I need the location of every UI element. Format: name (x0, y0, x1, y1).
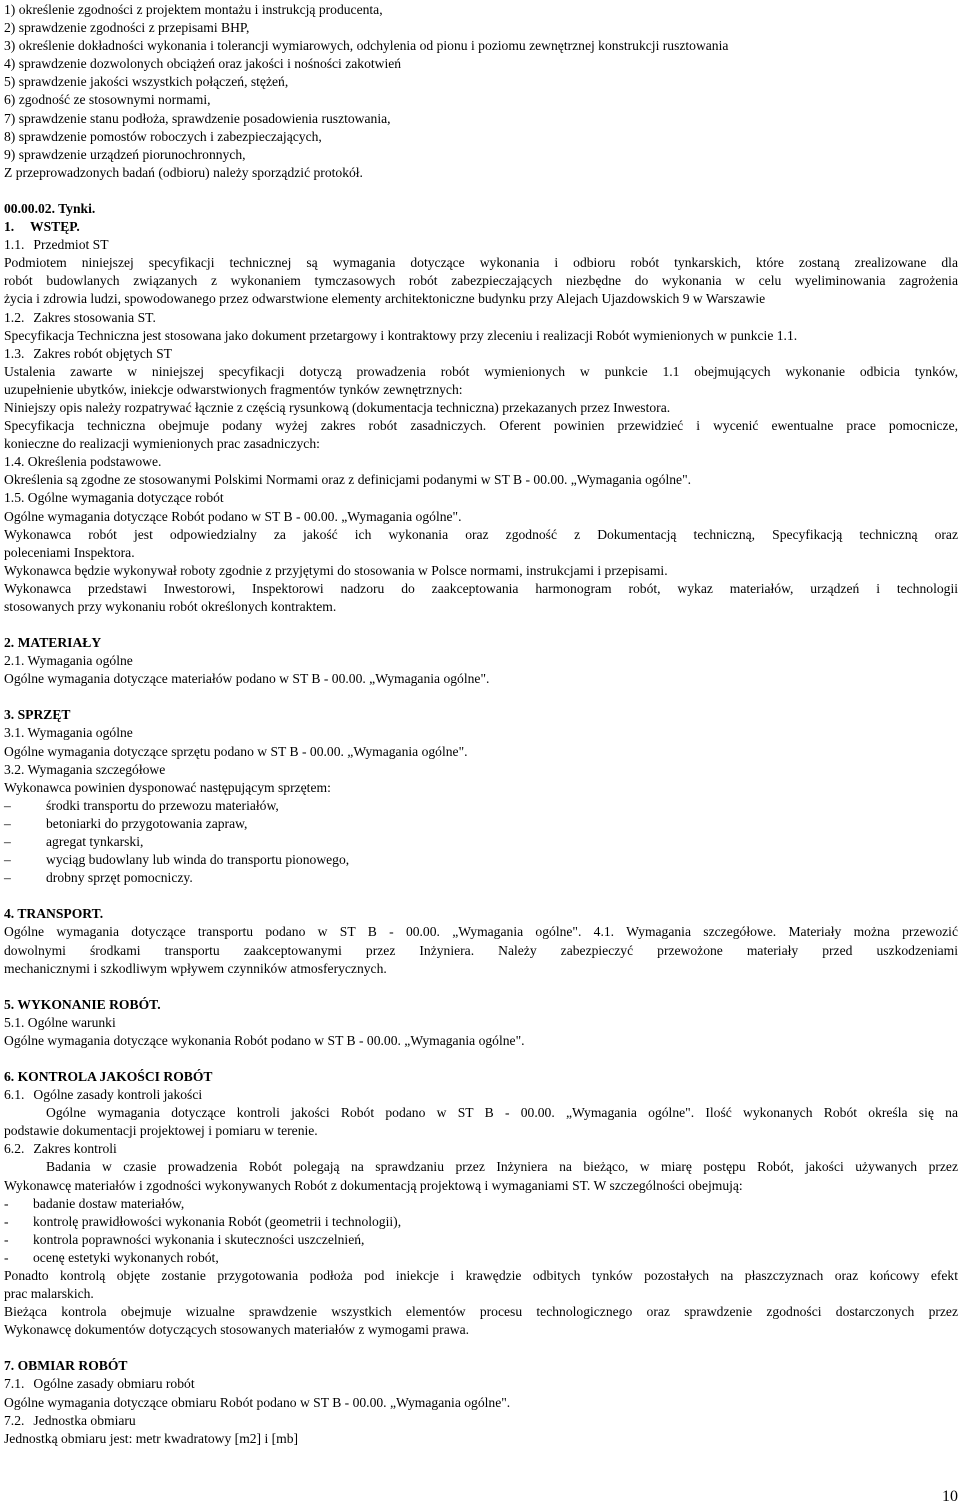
inspection-list (4, 1, 958, 182)
list-item: - badanie dostaw materiałów, (4, 1195, 958, 1213)
list-item: 4) sprawdzenie dozwolonych obciążeń oraz jakości i nośności zakotwień (4, 56, 402, 72)
paragraph-1-2: Specyfikacja Techniczna jest stosowana jako dokument przetargowy i kontraktowy przy zleceniu i realizacji Robót wymienionych w punkcie 1.1. (4, 327, 798, 343)
list-item: - kontrola poprawności wykonania i skuteczności uszczelnień, (4, 1231, 958, 1249)
subsection-5-1-heading: 5.1. Ogólne warunki (4, 1014, 116, 1030)
subsection-3-1-heading: 3.1. Wymagania ogólne (4, 725, 133, 741)
section-5-heading: 5. WYKONANIE ROBÓT. (4, 996, 161, 1012)
list-item: 8) sprawdzenie pomostów roboczych i zabezpieczających, (4, 128, 322, 144)
hyphen-bullet: - (4, 1249, 9, 1265)
paragraph-1-4: Określenia są zgodne ze stosowanymi Polskimi Normami oraz z definicjami podanymi w ST B - 00.00. „Wymagania ogólne". (4, 472, 692, 488)
paragraph-2-1: Ogólne wymagania dotyczące materiałów podano w ST B - 00.00. „Wymagania ogólne". (4, 671, 490, 687)
subsection-number: 7.2. (4, 1412, 25, 1428)
paragraph-3-2: Wykonawca powinien dysponować następującym sprzętem: (4, 779, 331, 795)
subsection-title: Zakres robót objętych ST (33, 345, 172, 361)
subsection-1-3-heading (4, 345, 958, 363)
subsection-1-2-heading (4, 309, 958, 327)
paragraph-1-5d: Wykonawca przedstawi Inwestorowi, Inspektorowi nadzoru do zaakceptowania harmonogram robót, wykaz materiałów, urządzeń i technologii stosowanych przy wykonaniu robót określonych kontraktem. (4, 580, 958, 614)
document-page (4, 1, 958, 1448)
paragraph-7-1: Ogólne wymagania dotyczące obmiaru Robót podano w ST B - 00.00. „Wymagania ogólne". (4, 1394, 511, 1410)
list-item: – środki transportu do przewozu materiałów, (4, 797, 958, 815)
subsection-6-1-heading (4, 1086, 958, 1104)
subsection-title: Zakres kontroli (33, 1141, 117, 1157)
paragraph-4: Ogólne wymagania dotyczące transportu podano w ST B - 00.00. „Wymagania ogólne". 4.1. Wymagania szczegółowe. Materiały można przewozić dowolnymi środkami transportu zaakceptowanymi przez Inżyniera. Należy zabezpieczyć przewożone materiały przed uszkodzeniami mechanicznymi i szkodliwym wpływem czynników atmosferycznych. (4, 924, 958, 976)
subsection-number: 1.1. (4, 237, 25, 253)
subsection-7-1-heading (4, 1375, 958, 1393)
paragraph-7-2: Jednostką obmiaru jest: metr kwadratowy [m2] i [mb] (4, 1430, 299, 1446)
section-2-heading: 2. MATERIAŁY (4, 635, 102, 651)
list-item: - kontrolę prawidłowości wykonania Robót (geometrii i technologii), (4, 1213, 958, 1231)
hyphen-bullet: - (4, 1231, 9, 1247)
checks-list (4, 1195, 958, 1267)
section-3-heading: 3. SPRZĘT (4, 707, 71, 723)
section-7-heading: 7. OBMIAR ROBÓT (4, 1358, 128, 1374)
list-item: 2) sprawdzenie zgodności z przepisami BHP, (4, 20, 250, 36)
subsection-1-1-heading (4, 236, 958, 254)
subsection-title: Jednostka obmiaru (33, 1412, 136, 1428)
subsection-7-2-heading (4, 1412, 958, 1430)
dash-bullet: – (4, 870, 11, 886)
subsection-number: 1.3. (4, 345, 25, 361)
subsection-2-1-heading: 2.1. Wymagania ogólne (4, 653, 133, 669)
list-item: – drobny sprzęt pomocniczy. (4, 869, 958, 887)
section-title: WSTĘP. (30, 219, 80, 235)
dash-bullet: – (4, 834, 11, 850)
section-6-heading: 6. KONTROLA JAKOŚCI ROBÓT (4, 1068, 213, 1084)
paragraph-6-2c: Bieżąca kontrola obejmuje wizualne sprawdzenie wszystkich elementów procesu technologicznego oraz sprawdzenie zgodności dostarczonych przez Wykonawcę dokumentów dotyczących stosowanych materiałów z wymogami prawa. (4, 1304, 958, 1338)
list-item: – wyciąg budowlany lub winda do transportu pionowego, (4, 851, 958, 869)
section-1-heading (4, 218, 958, 236)
paragraph-1-5c: Wykonawca będzie wykonywał roboty zgodnie z przyjętymi do stosowania w Polsce normami, instrukcjami i przepisami. (4, 562, 668, 578)
paragraph-5-1: Ogólne wymagania dotyczące wykonania Robót podano w ST B - 00.00. „Wymagania ogólne". (4, 1032, 525, 1048)
paragraph-3-1: Ogólne wymagania dotyczące sprzętu podano w ST B - 00.00. „Wymagania ogólne". (4, 743, 468, 759)
page-number: 10 (942, 1488, 958, 1505)
list-item: 5) sprawdzenie jakości wszystkich połączeń, stężeń, (4, 74, 289, 90)
hyphen-bullet: - (4, 1195, 9, 1211)
subsection-title: Ogólne zasady obmiaru robót (33, 1376, 195, 1392)
dash-bullet: – (4, 815, 11, 831)
paragraph-1-1: Podmiotem niniejszej specyfikacji technicznej są wymagania dotyczące wykonania i odbioru robót tynkarskich, które zostaną zrealizowane dla robót budowlanych związanych z wykonaniem tymczasowych robót zabezpieczających niezbędne do wykonania w celu wyeliminowania zagrożenia życia i zdrowia ludzi, spowodowanego przez odwarstwione elementy architektoniczne budynku przy Alejach Ujazdowskich 9 w Warszawie (4, 255, 958, 307)
list-item: 3) określenie dokładności wykonania i tolerancji wymiarowych, odchylenia od pionu i poziomu zewnętrznej konstrukcji rusztowania (4, 38, 729, 54)
list-item: 7) sprawdzenie stanu podłoża, sprawdzenie posadowienia rusztowania, (4, 110, 391, 126)
dash-bullet: – (4, 852, 11, 868)
list-item: 9) sprawdzenie urządzeń piorunochronnych, (4, 146, 246, 162)
protocol-note: Z przeprowadzonych badań (odbioru) należy sporządzić protokół. (4, 164, 363, 180)
hyphen-bullet: - (4, 1213, 9, 1229)
list-item: 6) zgodność ze stosownymi normami, (4, 92, 211, 108)
section-4-heading: 4. TRANSPORT. (4, 906, 104, 922)
subsection-number: 6.2. (4, 1141, 25, 1157)
subsection-6-2-heading (4, 1140, 958, 1158)
subsection-1-5-heading: 1.5. Ogólne wymagania dotyczące robót (4, 490, 224, 506)
subsection-number: 1.2. (4, 309, 25, 325)
subsection-number: 7.1. (4, 1376, 25, 1392)
paragraph-1-3c: Specyfikacja techniczna obejmuje podany wyżej zakres robót zasadniczych. Oferent powinien przewidzieć i wycenić ewentualne prace pomocnicze, konieczne do realizacji wymienionych prac zasadniczych: (4, 418, 958, 452)
paragraph-6-2b: Ponadto kontrolą objęte zostanie przygotowania podłoża pod iniekcje i krawędzie odbitych tynków pozostałych na płaszczyznach oraz końcowy efekt prac malarskich. (4, 1268, 958, 1302)
paragraph-6-2: Badania w czasie prowadzenia Robót polegają na sprawdzaniu przez Inżyniera na bieżąco, w miarę postępu Robót, jakości używanych przez Wykonawcę materiałów i zgodności wykonywanych Robót z dokumentacją projektową i wymaganiami ST. W szczególności obejmują: (4, 1159, 958, 1193)
paragraph-1-5a: Ogólne wymagania dotyczące Robót podano w ST B - 00.00. „Wymagania ogólne". (4, 508, 462, 524)
spec-code-title: 00.00.02. Tynki. (4, 200, 96, 216)
section-number: 1. (4, 219, 15, 235)
list-item: 1) określenie zgodności z projektem montażu i instrukcją producenta, (4, 2, 383, 17)
paragraph-6-1: Ogólne wymagania dotyczące kontroli jakości Robót podano w ST B - 00.00. „Wymagania ogólne". Ilość wykonanych Robót określa się na podstawie dokumentacji projektowej i pomiaru w terenie. (4, 1105, 958, 1139)
paragraph-1-5b: Wykonawca robót jest odpowiedzialny za jakość ich wykonania oraz zgodność z Dokumentacją techniczną, Specyfikacją techniczną oraz poleceniami Inspektora. (4, 526, 958, 560)
equipment-list (4, 797, 958, 887)
subsection-number: 6.1. (4, 1087, 25, 1103)
list-item: – agregat tynkarski, (4, 833, 958, 851)
subsection-title: Przedmiot ST (33, 237, 109, 253)
dash-bullet: – (4, 797, 11, 813)
subsection-title: Ogólne zasady kontroli jakości (33, 1087, 203, 1103)
paragraph-1-3a: Ustalenia zawarte w niniejszej specyfikacji dotyczą prowadzenia robót wymienionych w punkcie 1.1 obejmujących wykonanie odbicia tynków, uzupełnienie ubytków, iniekcje odwarstwionych fragmentów tynków zewnętrznych: (4, 363, 958, 397)
subsection-title: Zakres stosowania ST. (33, 309, 156, 325)
paragraph-1-3b: Niniejszy opis należy rozpatrywać łącznie z częścią rysunkową (dokumentacja techniczna) przekazanych przez Inwestora. (4, 399, 671, 415)
list-item: - ocenę estetyki wykonanych robót, (4, 1249, 958, 1267)
subsection-1-4-heading: 1.4. Określenia podstawowe. (4, 454, 162, 470)
subsection-3-2-heading: 3.2. Wymagania szczegółowe (4, 761, 166, 777)
list-item: – betoniarki do przygotowania zapraw, (4, 815, 958, 833)
